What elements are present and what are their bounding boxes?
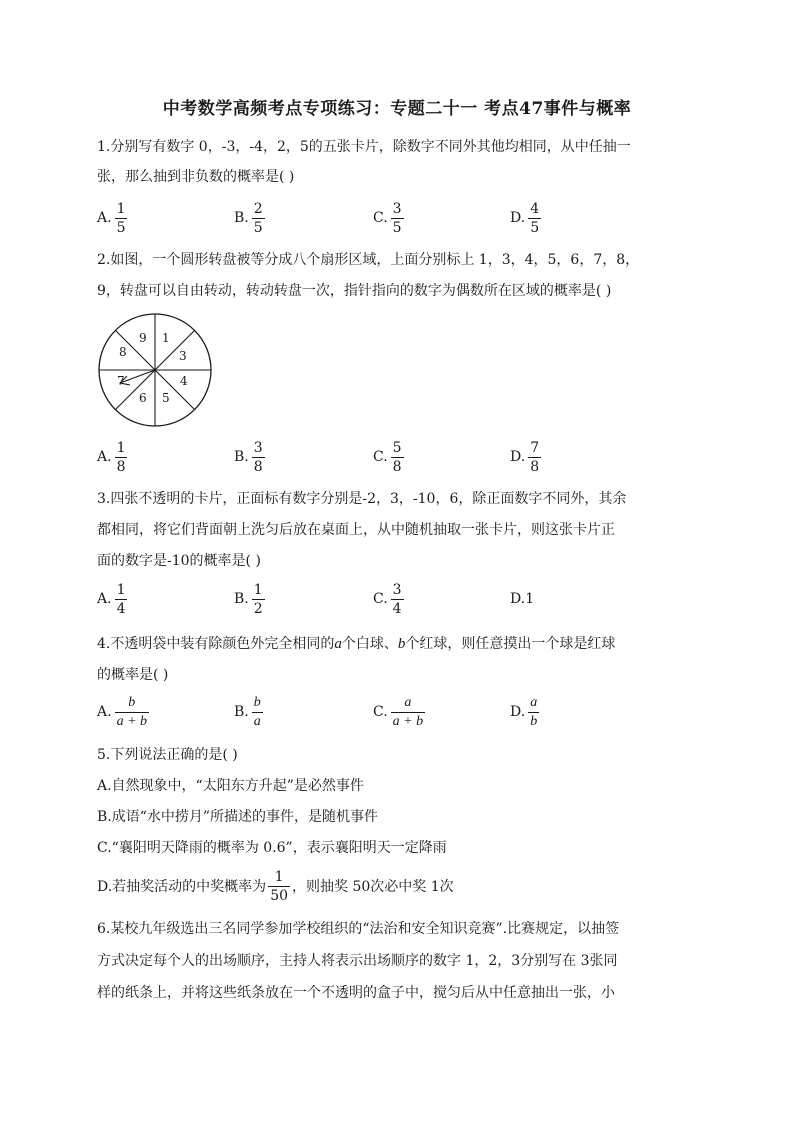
q2-line-2: 9，转盘可以自由转动，转动转盘一次，指针指向的数字为偶数所在区域的概率是( ) xyxy=(97,283,612,299)
q6-line-3: 样的纸条上，并将这些纸条放在一个不透明的盒子中，搅匀后从中任意抽出一张，小 xyxy=(97,985,615,1001)
fraction: $\frac{1}{50}$ xyxy=(270,868,289,904)
fraction: $\frac{1}{5}$ xyxy=(116,200,126,236)
q1-option-a[interactable]: A. $\frac{1}{5}$ xyxy=(97,200,126,236)
q2-options xyxy=(97,435,717,479)
spinner-number: 7 xyxy=(117,374,125,388)
q5-option-a[interactable]: A.自然现象中，“太阳东方升起”是必然事件 xyxy=(97,778,364,794)
fraction: $\frac{4}{5}$ xyxy=(530,200,540,236)
q5-option-d[interactable]: D.若抽奖活动的中奖概率为 $\frac{1}{50}$ ，则抽奖 50次必中奖 1次 xyxy=(97,868,454,904)
fraction: $\frac{1}{8}$ xyxy=(116,439,126,475)
variable-b: b xyxy=(397,636,406,652)
q6-line-2: 方式决定每个人的出场顺序，主持人将表示出场顺序的数字 1，2，3分别写在 3张同 xyxy=(97,953,618,969)
q5-option-b[interactable]: B.成语“水中捞月”所描述的事件，是随机事件 xyxy=(97,809,379,825)
q4-option-b[interactable]: B. $\frac{b}{a}$ xyxy=(234,694,261,729)
q2-line-1: 2.如图，一个圆形转盘被等分成八个扇形区域，上面分别标上 1，3，4，5，6，7，8， xyxy=(97,252,640,268)
spinner-diagram xyxy=(97,311,217,431)
spinner-number: 4 xyxy=(180,374,188,388)
q1-line-2: 张，那么抽到非负数的概率是( ) xyxy=(97,169,295,185)
q4-options xyxy=(97,690,717,734)
fraction: $\frac{a}{a + b}$ xyxy=(392,694,424,729)
spinner-number: 6 xyxy=(139,391,147,405)
spinner-number: 5 xyxy=(162,391,170,405)
variable-a: a xyxy=(334,636,342,652)
q1-options xyxy=(97,196,717,240)
q3-options xyxy=(97,577,717,621)
spinner-number: 9 xyxy=(139,331,147,345)
q4-option-c[interactable]: C. $\frac{a}{a + b}$ xyxy=(373,694,424,729)
q3-option-d[interactable]: D. 1 xyxy=(510,591,535,607)
q3-option-a[interactable]: A. $\frac{1}{4}$ xyxy=(97,581,126,617)
q2-option-c[interactable]: C. $\frac{5}{8}$ xyxy=(373,439,402,475)
fraction: $\frac{3}{4}$ xyxy=(392,581,402,617)
spinner-number: 8 xyxy=(119,345,127,359)
q2-option-d[interactable]: D. $\frac{7}{8}$ xyxy=(510,439,540,475)
q3-option-b[interactable]: B. $\frac{1}{2}$ xyxy=(234,581,263,617)
q6-line-1: 6.某校九年级选出三名同学参加学校组织的“法治和安全知识竞赛”.比赛规定，以抽签 xyxy=(97,921,620,937)
q5-line-1: 5.下列说法正确的是( ) xyxy=(97,747,238,763)
fraction: $\frac{2}{5}$ xyxy=(253,200,263,236)
fraction: $\frac{7}{8}$ xyxy=(530,439,540,475)
q3-line-3: 面的数字是-10的概率是( ) xyxy=(97,553,261,569)
q1-option-b[interactable]: B. $\frac{2}{5}$ xyxy=(234,200,263,236)
fraction: $\frac{3}{8}$ xyxy=(253,439,263,475)
q3-line-1: 3.四张不透明的卡片，正面标有数字分别是-2，3，-10，6，除正面数字不同外，其余 xyxy=(97,491,627,507)
q3-option-c[interactable]: C. $\frac{3}{4}$ xyxy=(373,581,402,617)
q4-option-a[interactable]: A. $\frac{b}{a + b}$ xyxy=(97,694,148,729)
spinner-number: 1 xyxy=(162,331,170,345)
q3-line-2: 都相同，将它们背面朝上洗匀后放在桌面上，从中随机抽取一张卡片，则这张卡片正 xyxy=(97,522,615,538)
q4-line-1: 4.不透明袋中装有除颜色外完全相同的a个白球、b个红球，则任意摸出一个球是红球 xyxy=(97,636,616,652)
option-value: 1 xyxy=(525,591,535,607)
page-title: 中考数学高频考点专项练习：专题二十一 考点47事件与概率 xyxy=(162,99,632,119)
fraction: $\frac{b}{a}$ xyxy=(253,694,261,729)
q4-line-2: 的概率是( ) xyxy=(97,667,169,683)
q2-option-b[interactable]: B. $\frac{3}{8}$ xyxy=(234,439,263,475)
q1-option-d[interactable]: D. $\frac{4}{5}$ xyxy=(510,200,540,236)
fraction: $\frac{5}{8}$ xyxy=(392,439,402,475)
q5-option-c[interactable]: C.“襄阳明天降雨的概率为 0.6”，表示襄阳明天一定降雨 xyxy=(97,840,447,856)
q2-option-a[interactable]: A. $\frac{1}{8}$ xyxy=(97,439,126,475)
q1-option-c[interactable]: C. $\frac{3}{5}$ xyxy=(373,200,402,236)
fraction: $\frac{1}{2}$ xyxy=(253,581,263,617)
q1-line-1: 1.分别写有数字 0，-3，-4，2，5的五张卡片，除数字不同外其他均相同，从中任抽一 xyxy=(97,139,631,155)
fraction: $\frac{b}{a + b}$ xyxy=(116,694,148,729)
fraction: $\frac{1}{4}$ xyxy=(116,581,126,617)
fraction: $\frac{a}{b}$ xyxy=(530,694,538,729)
fraction: $\frac{3}{5}$ xyxy=(392,200,402,236)
spinner-number: 3 xyxy=(179,349,187,363)
q4-option-d[interactable]: D. $\frac{a}{b}$ xyxy=(510,694,538,729)
